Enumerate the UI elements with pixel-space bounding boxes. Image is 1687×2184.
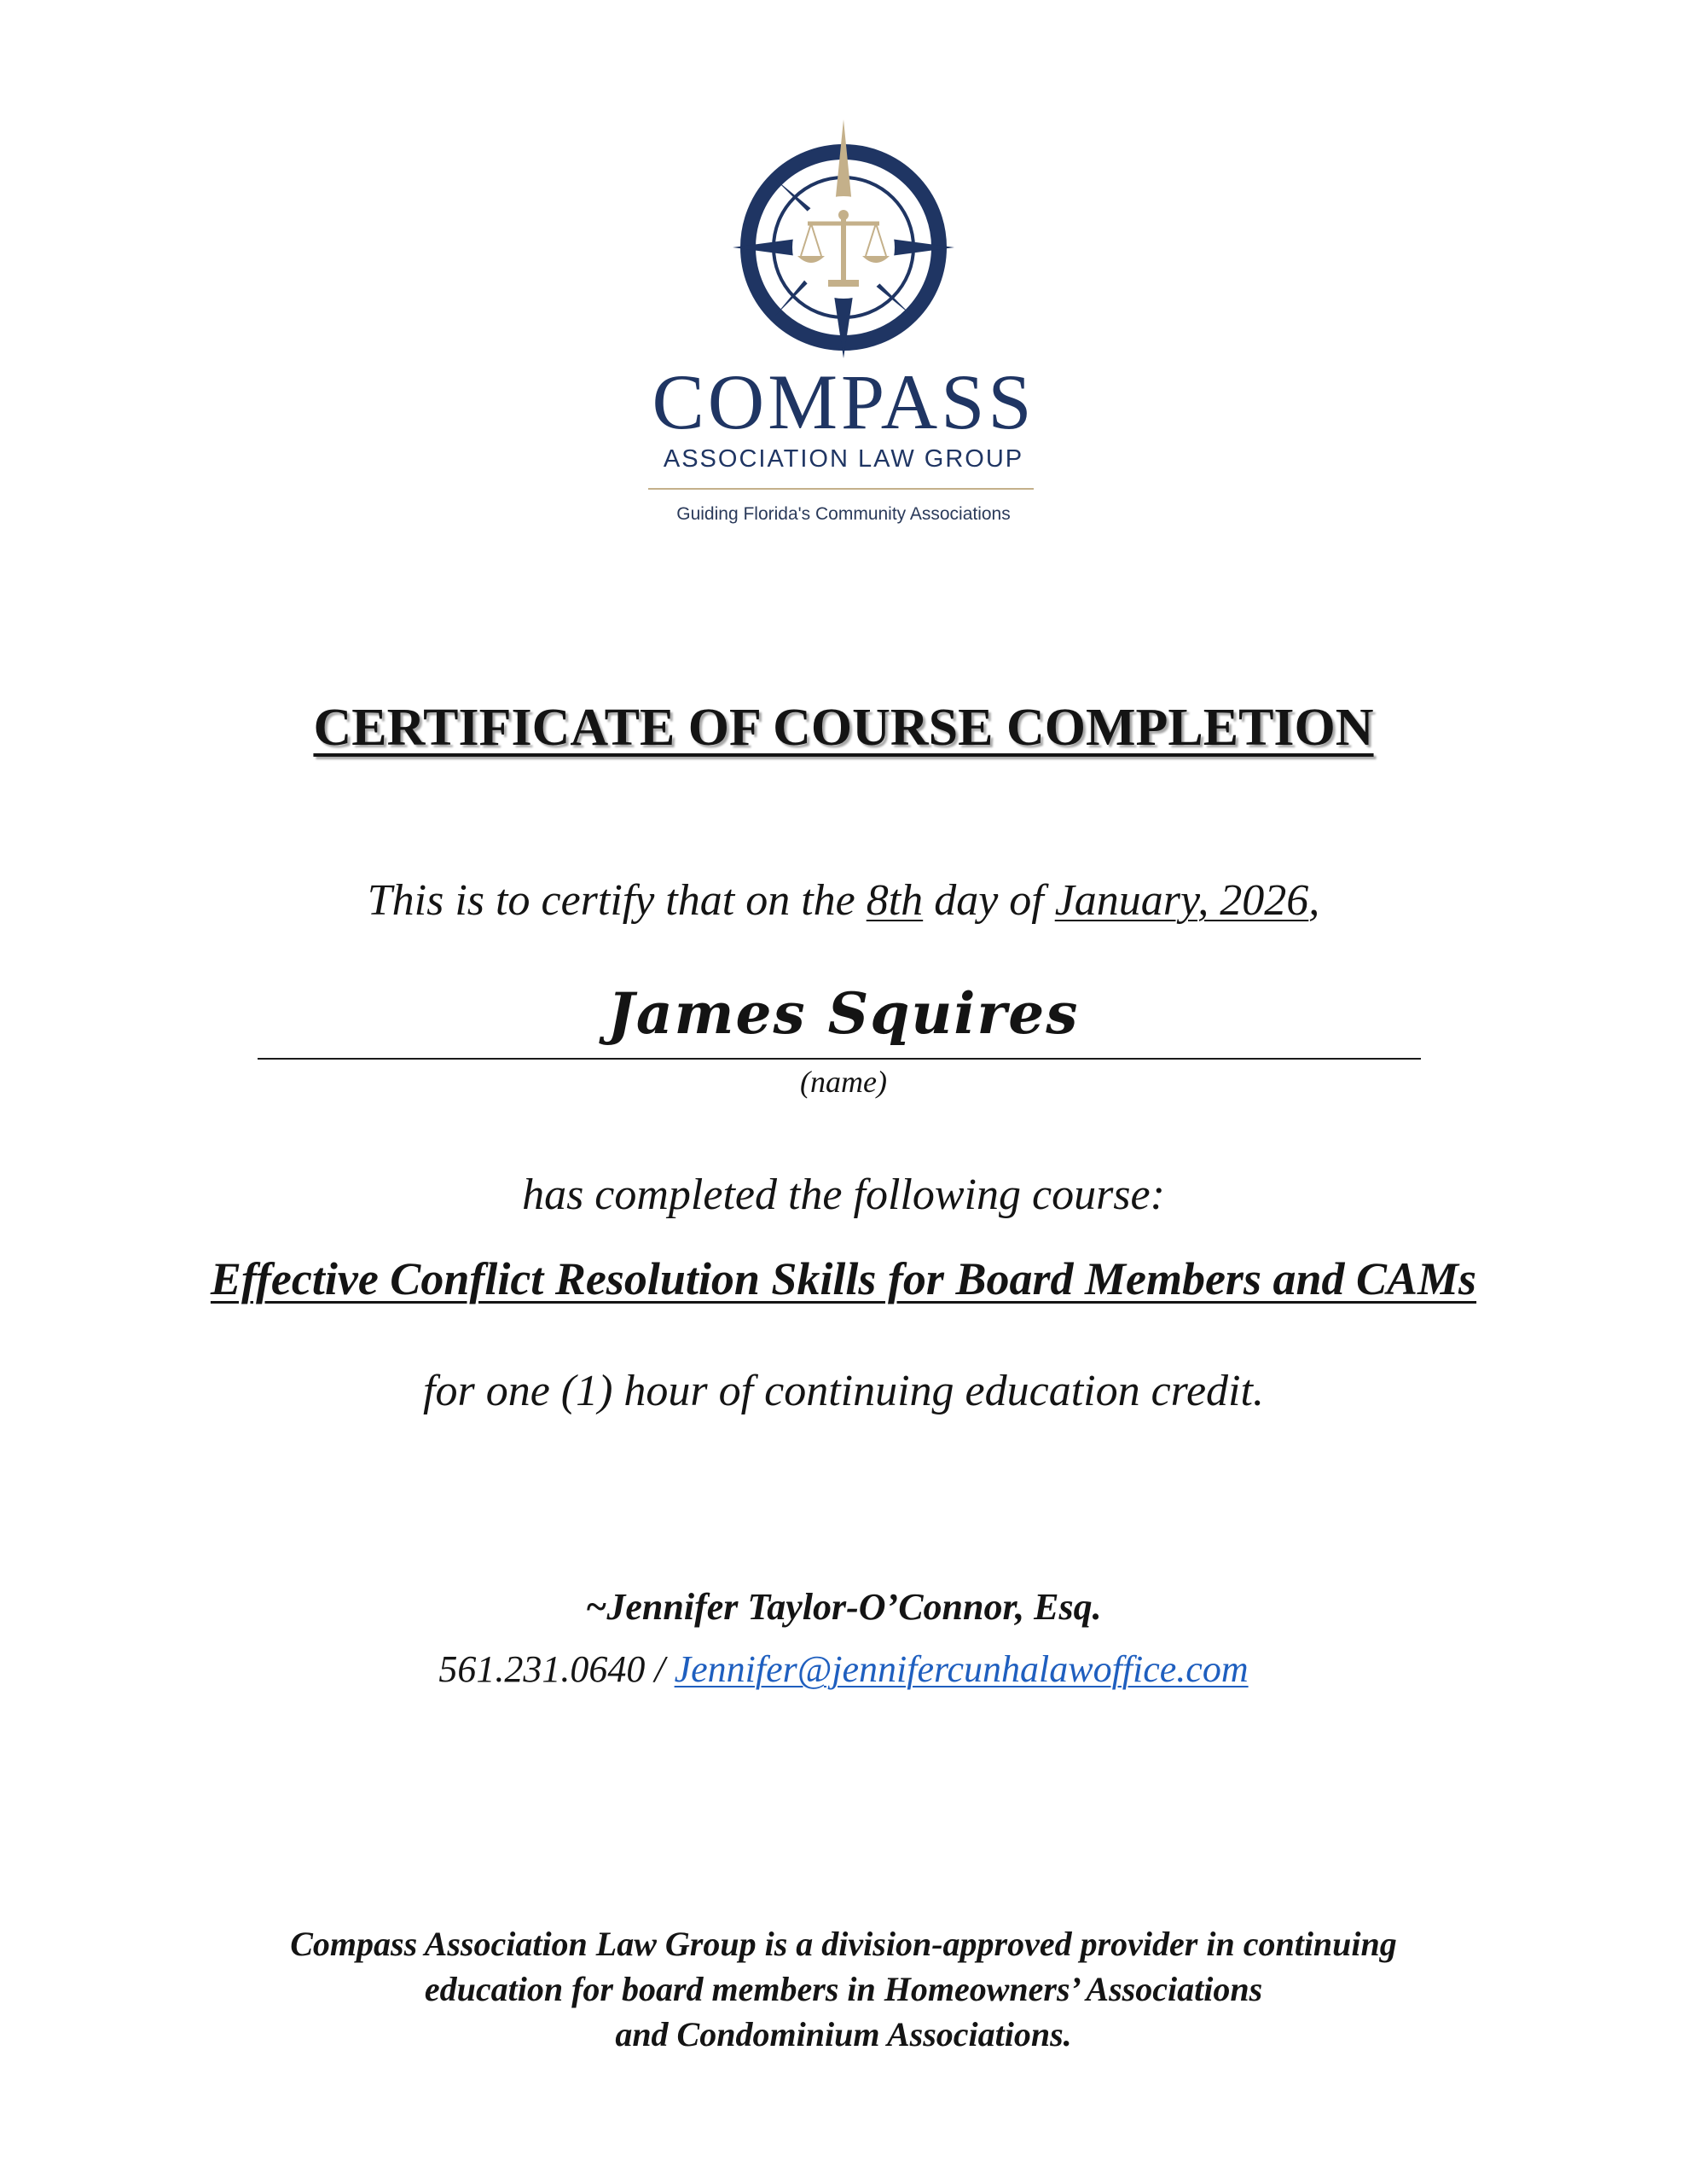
footer-line-3: and Condominium Associations. (615, 2015, 1072, 2053)
certify-prefix: This is to certify that on the (367, 876, 855, 925)
certify-line (0, 876, 1687, 925)
completed-text: has completed the following course: (522, 1170, 1165, 1219)
contact-phone: 561.231.0640 (438, 1648, 646, 1690)
recipient-name: James Squires (607, 980, 1080, 1047)
name-underline (258, 1058, 1421, 1060)
footer-statement (0, 1921, 1687, 2057)
footer-line-1: Compass Association Law Group is a division-approved provider in continuing (290, 1925, 1397, 1963)
contact-line (0, 1648, 1687, 1690)
certify-day: 8th (866, 876, 924, 925)
course-title: Effective Conflict Resolution Skills for Board Members and CAMs (210, 1253, 1477, 1304)
certify-day-of: day of (934, 876, 1044, 925)
brand-name: COMPASS (652, 358, 1035, 445)
certify-date-suffix: , (1308, 876, 1320, 925)
signer-name: ~Jennifer Taylor-O’Connor, Esq. (585, 1586, 1102, 1628)
footer-line-2: education for board members in Homeowners’ Associations (424, 1970, 1263, 2008)
certificate-title: CERTIFICATE OF COURSE COMPLETION (313, 699, 1374, 757)
certify-date: January, 2026 (1054, 876, 1309, 925)
contact-email-link[interactable]: Jennifer@jennifercunhalawoffice.com (674, 1648, 1249, 1690)
brand-subtitle: ASSOCIATION LAW GROUP (663, 445, 1024, 473)
brand-divider (648, 488, 1034, 490)
compass-scales-logo-icon (716, 119, 971, 375)
name-caption: (name) (800, 1065, 887, 1099)
brand-tagline: Guiding Florida's Community Associations (676, 504, 1011, 524)
contact-separator: / (645, 1648, 675, 1690)
credit-text: for one (1) hour of continuing education credit. (423, 1367, 1264, 1415)
